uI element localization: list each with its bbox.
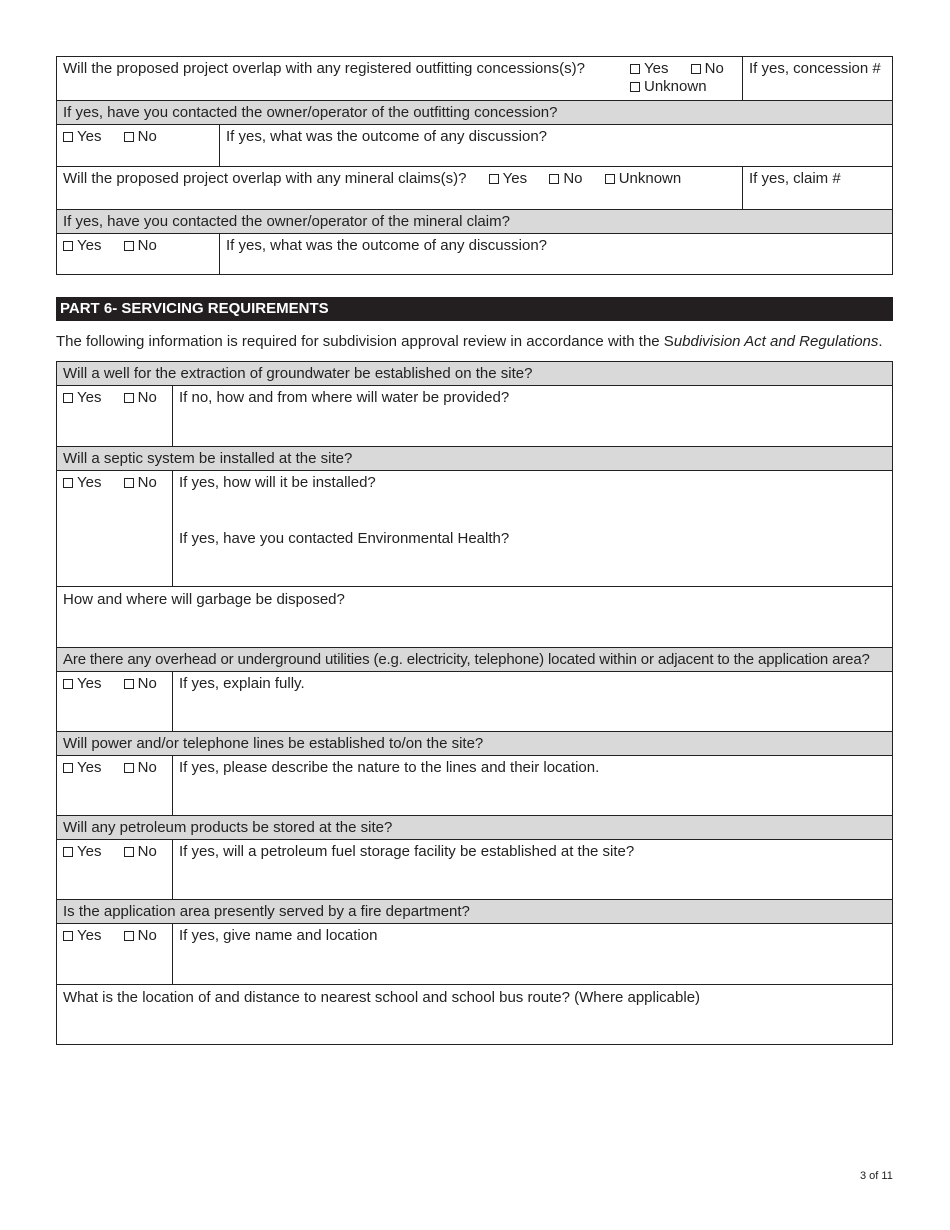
checkbox-icon[interactable]	[124, 478, 134, 488]
outfitting-outcome-field[interactable]: If yes, what was the outcome of any discussion?	[219, 125, 892, 166]
power-options	[57, 756, 172, 815]
septic-question: Will a septic system be installed at the site?	[63, 450, 353, 467]
checkbox-icon[interactable]	[124, 679, 134, 689]
outfitting-yes-option[interactable]: Yes	[630, 60, 668, 77]
septic-yes[interactable]: Yes	[63, 474, 101, 491]
checkbox-icon[interactable]	[63, 393, 73, 403]
checkbox-icon[interactable]	[630, 64, 640, 74]
mineral-contact-options	[57, 234, 219, 274]
petroleum-yes[interactable]: Yes	[63, 843, 101, 860]
fire-no[interactable]: No	[124, 927, 157, 944]
fire-yes[interactable]: Yes	[63, 927, 101, 944]
checkbox-icon[interactable]	[549, 174, 559, 184]
petroleum-options	[57, 840, 172, 899]
mineral-question-row	[57, 167, 742, 209]
outfitting-contact-yes[interactable]: Yes	[63, 128, 101, 145]
mineral-contact-question: If yes, have you contacted the owner/operator of the mineral claim?	[63, 213, 510, 230]
septic-options	[57, 471, 172, 586]
checkbox-icon[interactable]	[489, 174, 499, 184]
environmental-health-label: If yes, have you contacted Environmental Health?	[179, 530, 510, 547]
septic-no[interactable]: No	[124, 474, 157, 491]
checkbox-icon[interactable]	[630, 82, 640, 92]
checkbox-icon[interactable]	[605, 174, 615, 184]
fire-department-field[interactable]: If yes, give name and location	[172, 924, 892, 984]
outfitting-contact-options	[57, 125, 219, 166]
servicing-table	[56, 361, 893, 1045]
utilities-no[interactable]: No	[124, 675, 157, 692]
power-lines-field[interactable]: If yes, please describe the nature to the lines and their location.	[172, 756, 892, 815]
utilities-explain-field[interactable]: If yes, explain fully.	[172, 672, 892, 731]
claim-number-field[interactable]: If yes, claim #	[742, 167, 892, 209]
utilities-question: Are there any overhead or underground utilities (e.g. electricity, telephone) located within or adjacent to the application area?	[63, 651, 870, 668]
mineral-yes-option[interactable]: Yes	[489, 170, 527, 187]
checkbox-icon[interactable]	[124, 241, 134, 251]
outfitting-contact-question: If yes, have you contacted the owner/operator of the outfitting concession?	[63, 104, 558, 121]
checkbox-icon[interactable]	[63, 763, 73, 773]
checkbox-icon[interactable]	[124, 132, 134, 142]
well-yes[interactable]: Yes	[63, 389, 101, 406]
outfitting-options	[624, 57, 742, 100]
fire-question: Is the application area presently served by a fire department?	[63, 903, 470, 920]
checkbox-icon[interactable]	[63, 847, 73, 857]
section-title: PART 6- SERVICING REQUIREMENTS	[56, 297, 893, 321]
petroleum-question: Will any petroleum products be stored at the site?	[63, 819, 393, 836]
water-source-field[interactable]: If no, how and from where will water be provided?	[172, 386, 892, 446]
checkbox-icon[interactable]	[124, 393, 134, 403]
concession-number-field[interactable]: If yes, concession #	[742, 57, 892, 100]
fire-options	[57, 924, 172, 984]
mineral-outcome-field[interactable]: If yes, what was the outcome of any discussion?	[219, 234, 892, 274]
page-number: 3 of 11	[860, 1170, 893, 1182]
outfitting-question: Will the proposed project overlap with any registered outfitting concessions(s)?	[63, 60, 585, 77]
power-no[interactable]: No	[124, 759, 157, 776]
mineral-unknown-option[interactable]: Unknown	[605, 170, 682, 187]
power-yes[interactable]: Yes	[63, 759, 101, 776]
concessions-table	[56, 56, 893, 275]
well-no[interactable]: No	[124, 389, 157, 406]
mineral-question: Will the proposed project overlap with any mineral claims(s)?	[63, 170, 467, 187]
checkbox-icon[interactable]	[124, 763, 134, 773]
checkbox-icon[interactable]	[63, 931, 73, 941]
petroleum-no[interactable]: No	[124, 843, 157, 860]
garbage-field[interactable]: How and where will garbage be disposed?	[63, 591, 345, 608]
septic-details-field[interactable]	[172, 471, 892, 586]
checkbox-icon[interactable]	[63, 241, 73, 251]
checkbox-icon[interactable]	[63, 132, 73, 142]
checkbox-icon[interactable]	[124, 931, 134, 941]
septic-install-label: If yes, how will it be installed?	[179, 474, 376, 491]
checkbox-icon[interactable]	[691, 64, 701, 74]
section-intro: The following information is required for subdivision approval review in accordance with the Subdivision Act and Regulations.	[56, 333, 883, 350]
mineral-no-option[interactable]: No	[549, 170, 582, 187]
checkbox-icon[interactable]	[124, 847, 134, 857]
mineral-contact-yes[interactable]: Yes	[63, 237, 101, 254]
utilities-options	[57, 672, 172, 731]
outfitting-unknown-option[interactable]: Unknown	[630, 78, 707, 95]
utilities-yes[interactable]: Yes	[63, 675, 101, 692]
power-question: Will power and/or telephone lines be established to/on the site?	[63, 735, 484, 752]
petroleum-storage-field[interactable]: If yes, will a petroleum fuel storage facility be established at the site?	[172, 840, 892, 899]
well-options	[57, 386, 172, 446]
school-field[interactable]: What is the location of and distance to nearest school and school bus route? (Where applicable)	[63, 989, 701, 1006]
well-question: Will a well for the extraction of groundwater be established on the site?	[63, 365, 533, 382]
checkbox-icon[interactable]	[63, 679, 73, 689]
mineral-contact-no[interactable]: No	[124, 237, 157, 254]
checkbox-icon[interactable]	[63, 478, 73, 488]
outfitting-contact-no[interactable]: No	[124, 128, 157, 145]
outfitting-no-option[interactable]: No	[691, 60, 724, 77]
